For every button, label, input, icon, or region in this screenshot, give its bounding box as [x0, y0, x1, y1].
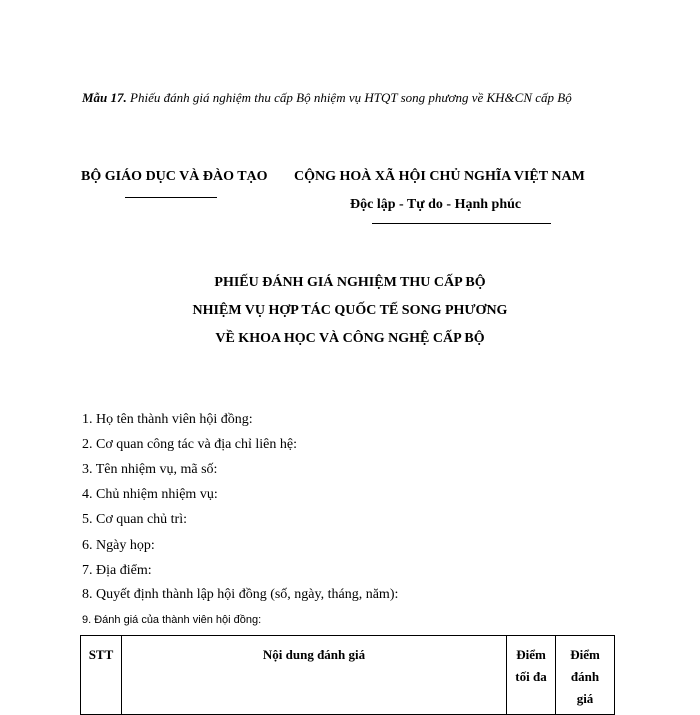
- field-member-evaluation: 9. Đánh giá của thành viên hội đồng:: [82, 614, 262, 626]
- field-location: 7. Địa điểm:: [82, 563, 152, 578]
- header-score-line-2: đánh: [570, 669, 600, 684]
- document-title-line-2: NHIỆM VỤ HỢP TÁC QUỐC TẾ SONG PHƯƠNG: [192, 303, 508, 318]
- field-task-name-code: 3. Tên nhiệm vụ, mã số:: [82, 462, 218, 477]
- form-code-label: Mẫu 17.: [82, 90, 127, 105]
- country-name: CỘNG HOÀ XÃ HỘI CHỦ NGHĨA VIỆT NAM: [294, 169, 585, 184]
- ministry-underline: [125, 197, 217, 198]
- field-workplace-address: 2. Cơ quan công tác và địa chỉ liên hệ:: [82, 437, 298, 452]
- field-task-leader: 4. Chủ nhiệm nhiệm vụ:: [82, 487, 218, 502]
- header-stt: STT: [81, 636, 122, 715]
- field-member-name: 1. Họ tên thành viên hội đồng:: [82, 412, 253, 427]
- motto-underline: [372, 223, 551, 224]
- header-content: Nội dung đánh giá: [122, 636, 507, 715]
- evaluation-table: [80, 635, 615, 715]
- header-max-score: [507, 636, 556, 715]
- field-meeting-date: 6. Ngày họp:: [82, 538, 155, 553]
- document-title-line-1: PHIẾU ĐÁNH GIÁ NGHIỆM THU CẤP BỘ: [214, 275, 486, 290]
- national-motto: Độc lập - Tự do - Hạnh phúc: [350, 197, 522, 212]
- document-title-line-3: VỀ KHOA HỌC VÀ CÔNG NGHỆ CẤP BỘ: [215, 331, 485, 346]
- header-score-line-3: giá: [576, 691, 594, 706]
- header-score: [556, 636, 615, 715]
- field-council-decision: 8. Quyết định thành lập hội đồng (số, ngày, tháng, năm):: [82, 587, 399, 602]
- header-score-line-1: Điểm: [570, 647, 600, 662]
- table-header-row: [81, 636, 615, 715]
- form-code-title: Phiếu đánh giá nghiệm thu cấp Bộ nhiệm vụ HTQT song phương về KH&CN cấp Bộ: [130, 90, 572, 105]
- header-max-score-line-2: tối đa: [515, 669, 547, 684]
- form-code: [82, 90, 572, 106]
- header-max-score-line-1: Điểm: [516, 647, 546, 662]
- ministry-name: BỘ GIÁO DỤC VÀ ĐÀO TẠO: [81, 169, 268, 184]
- field-host-agency: 5. Cơ quan chủ trì:: [82, 512, 187, 527]
